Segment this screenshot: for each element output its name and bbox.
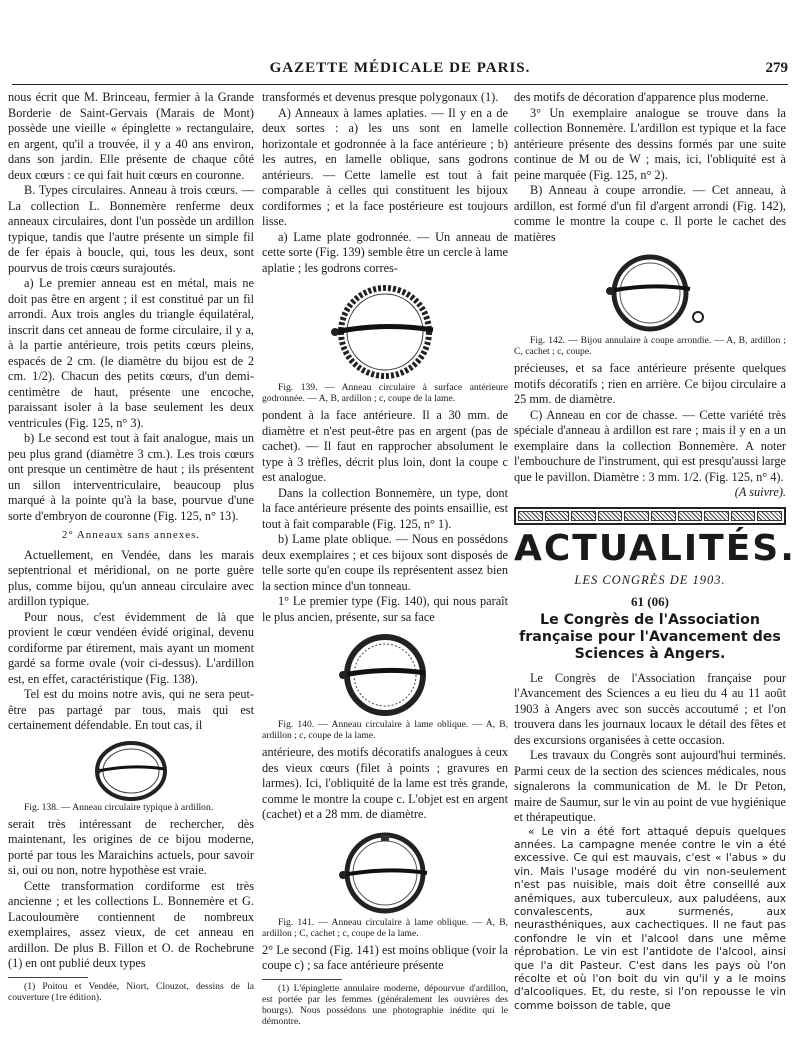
quotation-text: « Le vin a été fort attaqué depuis quelques années. La campagne menée contre le vin a été excessive. Ce qui est mauvais, c'est « l'abus » du vin. Mais l'usage modéré du vin non-seulement n'est pas nuisible, mais doit être conseillé aux anémiques, aux tuberculeux, aux paludéens, aux convalescents, aux surmenés, aux neurasthéniques, aux cachectiques. Il ne faut pas confondre le vin et l'alcool dans une même réprobation. Le vin est l'antidote de l'alcool, ainsi que l'a dit Pasteur. C'est dans les pays où l'on récolte et où l'on boit du vin qu'il y a le moins d'alcooliques. Et, du reste, si l'on repousse le vin comme boisson de table, que — [514, 825, 786, 1012]
column-2 — [262, 90, 508, 1027]
footnote: (1) Poitou et Vendée, Niort, Clouzot, dessins de la couverture (1re édition). — [8, 980, 254, 1003]
ring-illustration-139 — [305, 282, 465, 382]
ring-illustration-141 — [315, 829, 455, 917]
to-be-continued: (A suivre). — [734, 485, 786, 499]
paragraph: A) Anneaux à lames aplaties. — Il y en a de deux sortes : a) les uns sont en lamelle horizontale et godronnée à la face antérieure ; b) les autres, en lamelle oblique, sans godrons antérieurs. — Cette lamelle est tout à fait comparable à celles qui constituent les bijoux cordiformes ; et la face postérieure est toujours lisse. — [262, 105, 508, 228]
column-1 — [8, 90, 254, 1003]
ring-illustration-142 — [580, 251, 720, 335]
paragraph: Actuellement, en Vendée, dans les marais septentrional et méridional, on ne porte guère plus, comme bijou, qu'un anneau circulaire avec ardillon typique. — [8, 547, 254, 608]
section-subtitle: LES CONGRÈS DE 1903. — [574, 572, 726, 587]
paragraph: Le Congrès de l'Association française pour l'Avancement des Sciences a eu lieu du 4 au 11 août 1903 à Angers avec son succès accoutumé ; et l'on trouvera dans les journaux locaux le détail des fêtes et des excursions organisées à cette occasion. — [514, 670, 786, 747]
subheading: 2° Anneaux sans annexes. — [61, 529, 201, 541]
paragraph: antérieure, des motifs décoratifs analogues à ceux des vieux cœurs (filet à points ; gravures en larmes). Ici, l'obliquité de la lame est très grande, comme le montre la coupe c. L'objet est en argent (cachet) et a 28 mm. de diamètre. — [262, 745, 508, 821]
paragraph: Les travaux du Congrès sont aujourd'hui terminés. Parmi ceux de la section des sciences médicales, nous signalerons la communication de M. le Dr Peton, maire de Saumur, sur le vin au point de vue hygiénique et thérapeutique. — [514, 748, 786, 824]
paragraph: a) Lame plate godronnée. — Un anneau de cette sorte (Fig. 139) semble être un cercle à lame aplatie ; les godrons corres- — [262, 229, 508, 275]
header-rule — [12, 84, 788, 85]
ring-illustration-138 — [76, 740, 186, 802]
figure-141 — [262, 829, 508, 939]
figure-140 — [262, 631, 508, 741]
footnote: (1) L'épinglette annulaire moderne, dépourvue d'ardillon, est portée par les femmes (généralement les ouvrières des bourgs). Nous possédons une photographie inédite qui le démontre. — [262, 982, 508, 1027]
paragraph: Dans la collection Bonnemère, un type, dont la face antérieure présente des points ensaillie, est tout à fait comparable (Fig. 125, n° 1). — [262, 485, 508, 531]
paragraph: B. Types circulaires. Anneau à trois cœurs. — La collection L. Bonnemère renferme deux anneaux circulaires, dont l'un possède un ardillon typique, tandis que l'autre présente un simple fil de fer épais à boucle, qui, tous les deux, sont pourvus de trois cœurs surajoutés. — [8, 183, 254, 275]
paragraph: nous écrit que M. Brinceau, fermier à la Grande Borderie de Saint-Gervais (Marais de Mont) possède une vieille « épinglette » rectangulaire, en argent, qu'il a trouvée, il y a 40 ans environ, dans son jardin. Elle présente de chaque côté deux cœurs : ce qui fait huit cœurs en couronne. — [8, 90, 254, 182]
paragraph: des motifs de décoration d'apparence plus moderne. — [514, 90, 769, 104]
footnote-rule — [262, 979, 342, 980]
paragraph: 2° Le second (Fig. 141) est moins oblique (voir la coupe c) ; sa face antérieure présente — [262, 942, 508, 972]
figure-caption: Fig. 141. — Anneau circulaire à lame oblique. — A, B, ardillon ; C, cachet ; c, coupe de la lame. — [262, 916, 508, 939]
paragraph: a) Le premier anneau est en métal, mais ne doit pas être en argent ; il est constitué par un fil arrondi. Aux trois angles du triangle équilatéral, inscrit dans cet anneau de forme circulaire, il y a, à la partie antérieure, trois petits cœurs pleins, espacés de 2 cm. (le diamètre du bijou est de 2 cm. 1/2). Chacun des petits cœurs, d'un demi-centimètre de haut, présente une encoche, paraissant isoler à la base seulement les deux ventricules (Fig. 125, n° 3). — [8, 276, 254, 430]
classification-code: 61 (06) — [631, 594, 669, 609]
section-title: ACTUALITÉS. — [514, 527, 796, 569]
quotation — [514, 826, 786, 1014]
figure-caption: Fig. 139. — Anneau circulaire à surface antérieure godronnée. — A, B, ardillon ; c, coupe de la lame. — [262, 382, 508, 404]
decorative-banner — [514, 507, 786, 525]
paragraph: pondent à la face antérieure. Il a 30 mm. de diamètre et n'est peut-être pas en argent (pas de cachet). — Il faut en rapprocher absolument le type à 3 trèfles, décrit plus loin, dont la coupe c est analogue. — [262, 408, 508, 484]
paragraph: transformés et devenus presque polygonaux (1). — [262, 90, 499, 104]
paragraph: précieuses, et sa face antérieure présente quelques motifs décoratifs ; rien en arrière. Ce bijou circulaire a 25 mm. de diamètre. — [514, 361, 786, 406]
paragraph: serait très intéressant de rechercher, dès maintenant, les origines de ce bijou moderne, porté par tous les Maraichins actuels, pour savoir si, oui ou non, notre hypothèse est vraie. — [8, 816, 254, 877]
figure-caption: Fig. 138. — Anneau circulaire typique à ardillon. — [24, 801, 214, 813]
running-header — [12, 58, 788, 80]
paragraph: Cette transformation cordiforme est très ancienne ; et les collections L. Bonnemère et G. Lacouloumère contiennent de nombreux exemplaires, assez vieux, de cet anneau en ardillon. De plus B. Fillon et O. de Rochebrune (1) en ont publié deux types — [8, 878, 254, 970]
article-headline: Le Congrès de l'Association française pour l'Avancement des Sciences à Angers. — [519, 611, 781, 662]
paragraph: 3° Un exemplaire analogue se trouve dans la collection Bonnemère. L'ardillon est typique et la face antérieure présente des dessins formés par une suite continue de M ou de W ; mais, ici, l'obliquité est à peine marquée (Fig. 125, n° 2). — [514, 105, 786, 182]
figure-139 — [262, 282, 508, 404]
figure-caption: Fig. 140. — Anneau circulaire à lame oblique. — A, B, ardillon ; c, coupe de la lame. — [262, 719, 508, 741]
paragraph: Pour nous, c'est évidemment de là que provient le cœur vendéen évidé original, devenu cordiforme par étirement, mais ayant un moment gardé sa forme ovale (voir ci-dessus). L'ardillon est, en effet, caractéristique (Fig. 138). — [8, 609, 254, 686]
paragraph: Tel est du moins notre avis, qui ne sera peut-être pas partagé par tous, mais qui est certainement défendable. En tout cas, il — [8, 687, 254, 732]
figure-caption: Fig. 142. — Bijou annulaire à coupe arrondie. — A, B, ardillon ; C, cachet ; c, coupe. — [514, 335, 786, 357]
paragraph: C) Anneau en cor de chasse. — Cette variété très spéciale d'anneau à ardillon est rare ; mais il y en a un exemplaire dans la collection Bonnemère. A noter l'embouchure de l'instrument, qui est presqu'aussi large que le pavillon. Diamètre : 3 mm. 1/2. (Fig. 125, n° 4). — [514, 407, 786, 484]
paragraph: 1° Le premier type (Fig. 140), qui nous paraît le plus ancien, présente, sur sa face — [262, 594, 508, 624]
page-number: 279 — [765, 60, 788, 76]
footnote-rule — [8, 977, 88, 978]
figure-142 — [514, 251, 786, 357]
ring-illustration-140 — [315, 631, 455, 719]
paragraph: b) Le second est tout à fait analogue, mais un peu plus grand (diamètre 3 cm.). Les trois cœurs ont presque un centimètre de haut ; ils présentent un sillon interventriculaire, beaucoup plus marqué à la pointe qu'à la base, pourvue d'une sorte d'embryon de couronne (Fig. 125, n° 13). — [8, 431, 254, 523]
paragraph: B) Anneau à coupe arrondie. — Cet anneau, à ardillon, est formé d'un fil d'argent arrondi (Fig. 142), comme le montre la coupe c. Il porte le cachet des matières — [514, 183, 786, 244]
column-3 — [514, 90, 796, 1013]
figure-138 — [8, 740, 254, 813]
paragraph: b) Lame plate oblique. — Nous en possédons deux exemplaires ; et ces bijoux sont disposés de telle sorte qu'en coupe ils représentent assez bien la section mince d'un tonneau. — [262, 532, 508, 593]
journal-title: GAZETTE MÉDICALE DE PARIS. — [269, 60, 531, 76]
